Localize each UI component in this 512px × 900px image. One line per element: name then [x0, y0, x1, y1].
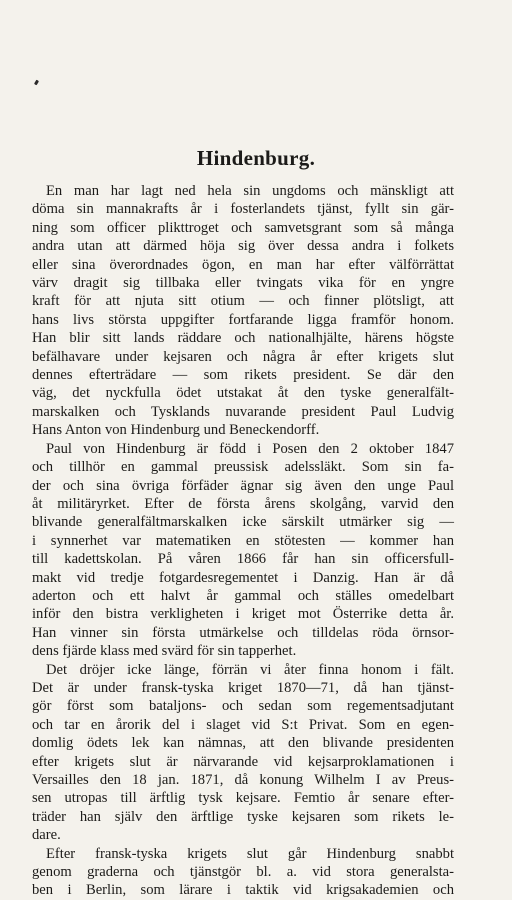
text-line: Efter fransk-tyska krigets slut går Hindenburg snabbt	[46, 845, 454, 862]
text-line: der och sina övriga förfäder ägnar sig även den unge Paul	[32, 477, 454, 494]
text-line: åt militäryrket. Efter de första årens skolgång, varvid den	[32, 495, 454, 512]
text-line: värv dragit sig tillbaka eller tvingats vika för en yngre	[32, 275, 454, 292]
text-line: hans livs största uppgifter fortfarande ligga framför honom.	[32, 311, 454, 328]
text-line: aderton och ett halvt år gammal och ställes omedelbart	[32, 587, 454, 604]
text-line: makt vid tredje fotgardesregementet i Danzig. Han är då	[32, 569, 454, 586]
text-line: Versailles den 18 jan. 1871, då konung Wilhelm I av Preus-	[32, 772, 454, 788]
text-line: sen utropas till ärftlig tysk kejsare. Femtio år senare efter-	[32, 790, 454, 807]
ink-speck	[34, 80, 39, 86]
text-line: inför den bistra verkligheten i kriget mot Österrike detta år.	[32, 606, 454, 623]
text-line: Det dröjer icke länge, förrän vi åter finna honom i fält.	[46, 661, 454, 678]
text-line: Hans Anton von Hindenburg und Beneckendorff.	[32, 422, 320, 439]
text-line: träder han själv den ärftlige tyske kejsaren som rikets le-	[32, 808, 454, 825]
text-line: dennes efterträdare — som rikets president. Se där den	[32, 367, 454, 384]
text-line: efter krigets slut är närvarande vid kejsarproklamationen i	[32, 753, 454, 770]
text-line: En man har lagt ned hela sin ungdoms och mänskligt att	[46, 183, 454, 199]
text-line: Det är under fransk-tyska kriget 1870—71, då han tjänst-	[32, 679, 454, 696]
text-line: domlig ödets lek kan nämnas, att den blivande presidenten	[32, 735, 454, 752]
text-line: dens fjärde klass med svärd för sin tapperhet.	[32, 643, 297, 660]
chapter-title: Hindenburg.	[196, 146, 316, 170]
text-line: väg, det nyckfulla ödet utstakat åt den tyske generalfält-	[32, 385, 454, 402]
text-line: eller sina överordnades ögon, en man har efter välförrättat	[32, 256, 454, 273]
body-text	[32, 182, 454, 900]
text-line: till kadettskolan. På våren 1866 får han sin officersfull-	[32, 551, 454, 568]
text-line: ben i Berlin, som lärare i taktik vid krigsakademien och	[32, 882, 454, 899]
text-line: döma sin mannakrafts år i fosterlandets tjänst, fyllt sin gär-	[32, 201, 454, 218]
text-line: genom graderna och tjänstgör bl. a. vid stora generalsta-	[32, 864, 454, 881]
text-line: marskalken och Tysklands nuvarande president Paul Ludvig	[32, 403, 454, 420]
text-line: och tillhör en gammal preussisk adelssläkt. Som sin fa-	[32, 459, 454, 476]
text-line: och tar en årorik del i slaget vid S:t Privat. Som en egen-	[32, 716, 454, 733]
text-line: andra utan att därmed höja sig över dessa andra i folkets	[32, 238, 454, 255]
text-line: blivande generalfältmarskalken icke särskilt utmärker sig —	[32, 514, 454, 531]
text-line: kraft för att njuta sitt otium — och finner plötsligt, att	[32, 293, 454, 310]
text-line: Han blir sitt lands räddare och nationalhjälte, härens högste	[32, 330, 454, 347]
text-line: befälhavare under kejsaren och några år efter krigets slut	[32, 348, 454, 365]
text-line: i synnerhet var matematiken en stötesten — kommer han	[32, 532, 454, 549]
text-line: ning som officer plikttroget och samvetsgrant som så många	[32, 219, 454, 236]
text-line: gör först som bataljons- och sedan som regementsadjutant	[32, 698, 454, 715]
text-line: Paul von Hindenburg är född i Posen den 2 oktober 1847	[46, 440, 454, 457]
text-line: dare.	[32, 827, 61, 844]
text-line: Han vinner sin första utmärkelse och tilldelas röda örnsor-	[32, 624, 454, 641]
